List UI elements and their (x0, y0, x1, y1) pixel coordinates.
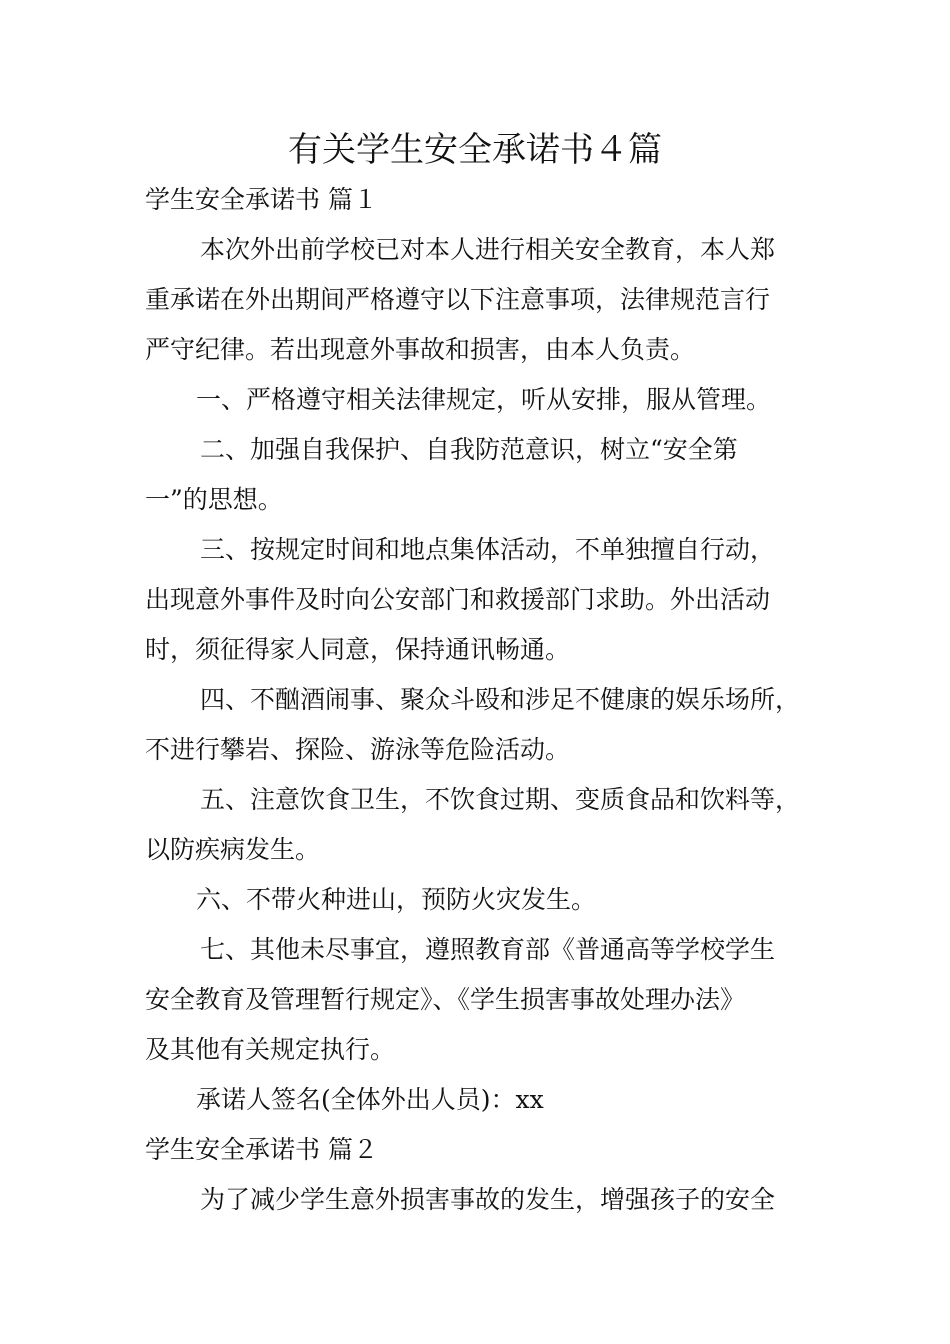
paragraph-line: 五、注意饮食卫生，不饮食过期、变质食品和饮料等， (200, 785, 801, 814)
paragraph-line: 及其他有关规定执行。 (145, 1035, 396, 1064)
paragraph-line: 三、按规定时间和地点集体活动，不单独擅自行动， (200, 535, 776, 564)
section-heading-2: 学生安全承诺书 篇２ (145, 1135, 378, 1164)
paragraph-line: 二、加强自我保护、自我防范意识，树立“安全第 (200, 435, 738, 464)
paragraph-line: 四、不酗酒闹事、聚众斗殴和涉足不健康的娱乐场所， (200, 685, 801, 714)
paragraph-line: 时，须征得家人同意，保持通讯畅通。 (145, 635, 571, 664)
section-heading-1: 学生安全承诺书 篇１ (145, 185, 378, 214)
signature-line: 承诺人签名(全体外出人员)：xx (196, 1085, 544, 1114)
paragraph-line: 七、其他未尽事宜，遵照教育部《普通高等学校学生 (200, 935, 776, 964)
paragraph-line: 以防疾病发生。 (145, 835, 321, 864)
paragraph-line: 不进行攀岩、探险、游泳等危险活动。 (145, 735, 571, 764)
paragraph-line: 本次外出前学校已对本人进行相关安全教育，本人郑 (200, 235, 776, 264)
paragraph-line: 严守纪律。若出现意外事故和损害，由本人负责。 (145, 335, 696, 364)
paragraph-line: 一、严格遵守相关法律规定，听从安排，服从管理。 (196, 385, 772, 414)
paragraph-line: 一”的思想。 (145, 485, 283, 514)
paragraph-line: 出现意外事件及时向公安部门和救援部门求助。外出活动 (145, 585, 771, 614)
document-title: 有关学生安全承诺书４篇 (288, 130, 662, 170)
paragraph-line: 六、不带火种进山，预防火灾发生。 (196, 885, 597, 914)
paragraph-line: 安全教育及管理暂行规定》、《学生损害事故处理办法》 (145, 985, 746, 1014)
paragraph-line: 重承诺在外出期间严格遵守以下注意事项，法律规范言行 (145, 285, 771, 314)
paragraph-line: 为了减少学生意外损害事故的发生，增强孩子的安全 (200, 1185, 776, 1214)
